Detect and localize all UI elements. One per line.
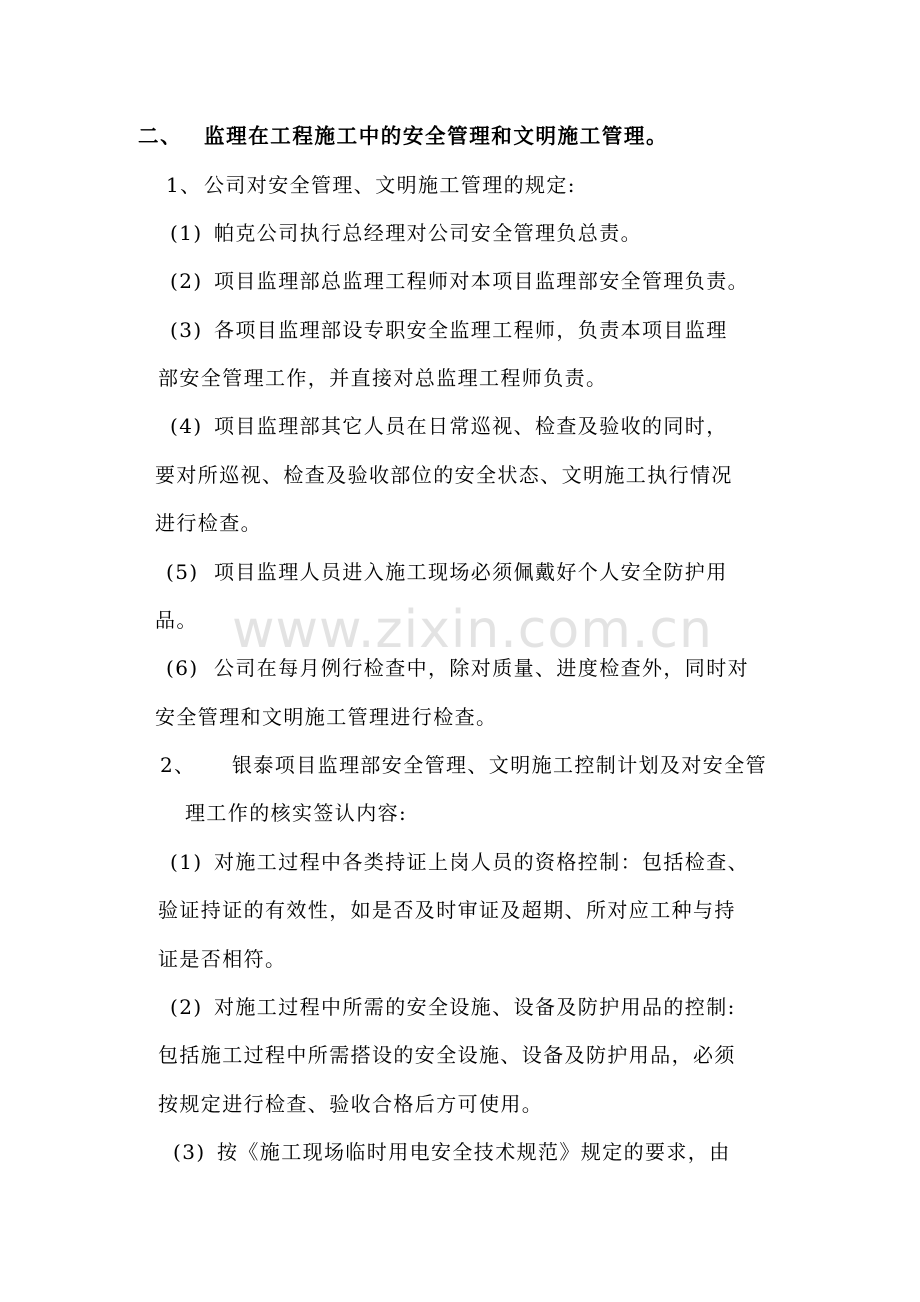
- item-text: 公司在每月例行检查中，除对质量、进度检查外，同时对: [214, 656, 749, 680]
- item-1-line: [170, 219, 642, 247]
- item-text: 按《施工现场临时用电安全技术规范》规定的要求，由: [217, 1140, 731, 1164]
- item-3-line: [170, 316, 728, 344]
- item-number: (2): [170, 995, 203, 1019]
- item-text: 项目监理部总监理工程师对本项目监理部安全管理负责。: [214, 269, 749, 293]
- item-text: 各项目监理部设专职安全监理工程师，负责本项目监理: [214, 318, 728, 342]
- item-number: (5): [166, 560, 199, 584]
- control-item-3-line: [173, 1138, 731, 1166]
- item-5-continuation: 品。: [155, 608, 198, 632]
- subsection-1-title: [166, 171, 576, 199]
- item-4-continuation: 进行检查。: [155, 511, 262, 535]
- item-number: (2): [170, 269, 203, 293]
- control-item-1-continuation: 证是否相符。: [158, 947, 287, 971]
- item-4-continuation: 要对所巡视、检查及验收部位的安全状态、文明施工执行情况: [155, 463, 733, 487]
- heading-text: 监理在工程施工中的安全管理和文明施工管理。: [204, 124, 669, 148]
- item-5-line: [166, 558, 728, 586]
- item-2-line: [170, 267, 749, 295]
- item-text: 帕克公司执行总经理对公司安全管理负总责。: [214, 221, 642, 245]
- subsection-2-title: [160, 751, 767, 779]
- control-item-2-continuation: 包括施工过程中所需搭设的安全设施、设备及防护用品，必须: [158, 1043, 736, 1067]
- item-6-line: [166, 654, 749, 682]
- item-3-continuation: 部安全管理工作，并直接对总监理工程师负责。: [158, 366, 608, 390]
- heading-number: 二、: [138, 124, 183, 148]
- item-number: (1): [170, 221, 203, 245]
- watermark: www.zixin.com.cn: [232, 600, 713, 660]
- subsection-number: 2、: [160, 753, 196, 777]
- section-heading: [138, 122, 668, 150]
- control-item-2-continuation: 按规定进行检查、验收合格后方可使用。: [158, 1092, 544, 1116]
- control-item-1-line: [170, 848, 749, 876]
- subsection-text: 公司对安全管理、文明施工管理的规定:: [204, 173, 576, 197]
- subsection-2-continuation: 理工作的核实签认内容:: [185, 801, 408, 825]
- item-number: (6): [166, 656, 199, 680]
- item-number: (4): [170, 414, 203, 438]
- control-item-2-line: [170, 993, 736, 1021]
- item-6-continuation: 安全管理和文明施工管理进行检查。: [155, 705, 498, 729]
- item-4-line: [170, 412, 728, 440]
- item-text: 项目监理部其它人员在日常巡视、检查及验收的同时，: [214, 414, 728, 438]
- item-number: (3): [170, 318, 203, 342]
- subsection-text: 银泰项目监理部安全管理、文明施工控制计划及对安全管: [232, 753, 767, 777]
- item-text: 对施工过程中所需的安全设施、设备及防护用品的控制:: [214, 995, 736, 1019]
- item-text: 项目监理人员进入施工现场必须佩戴好个人安全防护用: [214, 560, 728, 584]
- item-number: (3): [173, 1140, 206, 1164]
- item-number: (1): [170, 850, 203, 874]
- item-text: 对施工过程中各类持证上岗人员的资格控制：包括检查、: [214, 850, 749, 874]
- control-item-1-continuation: 验证持证的有效性，如是否及时审证及超期、所对应工种与持: [158, 898, 736, 922]
- subsection-number: 1、: [166, 173, 202, 197]
